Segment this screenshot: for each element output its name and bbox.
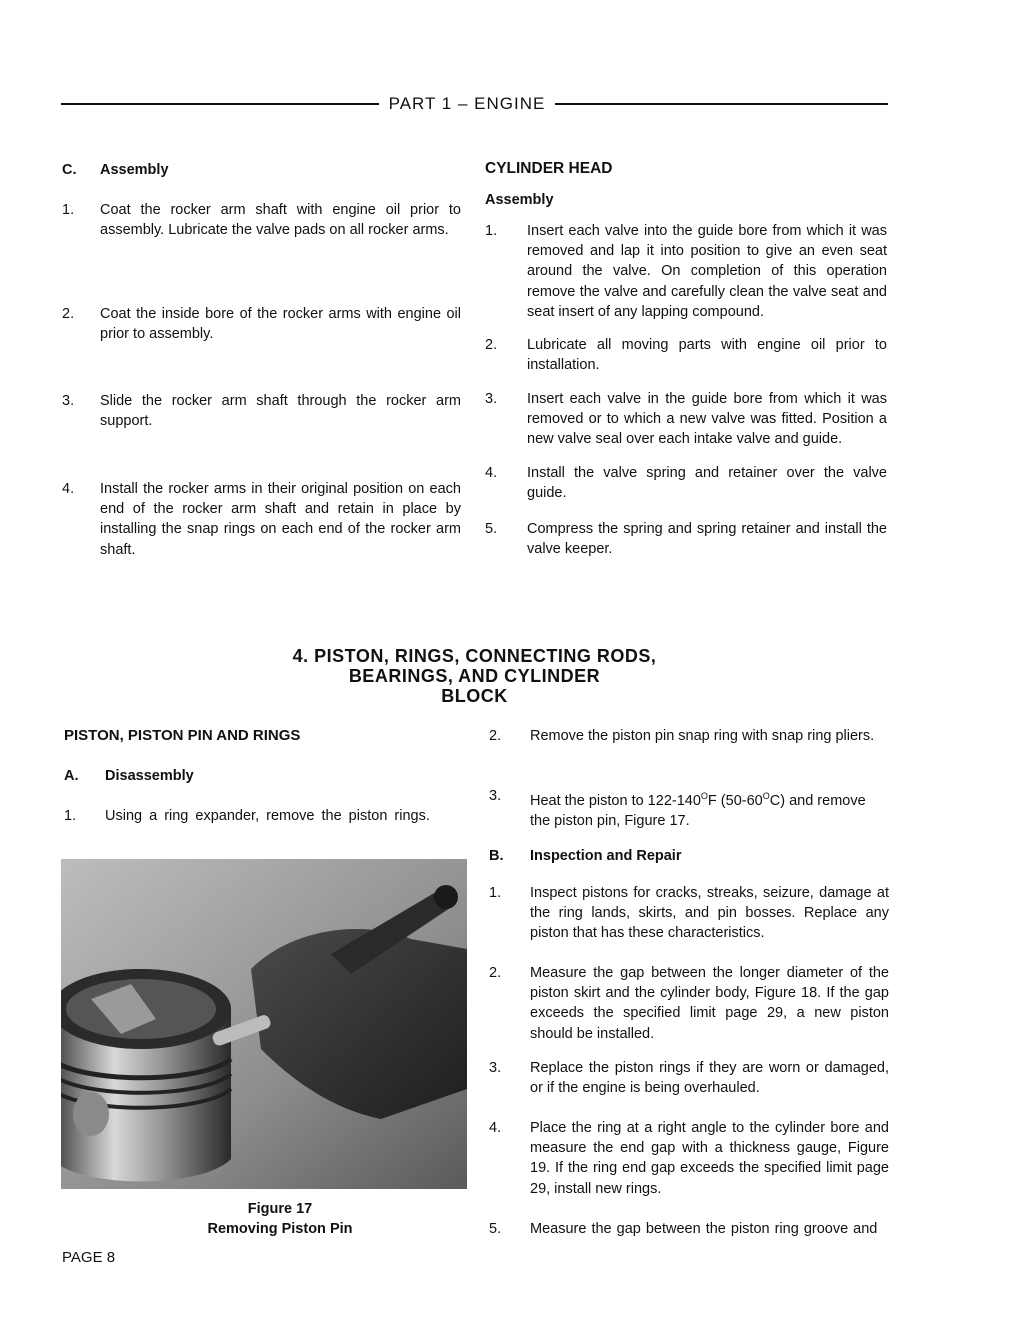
- list-item-text: Coat the rocker arm shaft with engine oil prior to assembly. Lubricate the valve pads on all rocker arms.: [100, 202, 461, 239]
- list-item-text: Compress the spring and spring retainer and install the valve keeper.: [527, 521, 887, 558]
- list-item-text: Measure the gap between the longer diameter of the piston skirt and the cylinder body, Figure 18. If the gap exceeds the specified limit page 29, a new piston should be installed.: [530, 965, 889, 1042]
- list-item-text: Place the ring at a right angle to the cylinder bore and measure the end gap with a thickness gauge, Figure 19. If the ring end gap exceeds the specified limit page 29, install new rings.: [530, 1120, 889, 1197]
- heat-text-part: C) and remove the piston pin, Figure 17.: [530, 792, 866, 830]
- list-item-number: 5.: [489, 1221, 502, 1237]
- list-item-number: 3.: [62, 393, 75, 409]
- heat-text-part: Heat the piston to 122-140: [530, 792, 701, 809]
- figure-label: Figure 17: [247, 1201, 313, 1217]
- list-item-number: 2.: [485, 337, 498, 353]
- page-header-title: PART 1 – ENGINE: [388, 94, 546, 113]
- heat-text-part: F (50-60: [707, 792, 763, 809]
- list-item-text: Measure the gap between the piston ring groove and: [530, 1221, 878, 1237]
- figure-17-photo: [61, 859, 467, 1189]
- list-item-number: 4.: [485, 465, 498, 481]
- degree-superscript: O: [700, 791, 708, 801]
- list-item-text: Inspect pistons for cracks, streaks, seizure, damage at the ring lands, skirts, and pin bosses. Replace any piston that has these characteristics.: [530, 885, 889, 942]
- disassembly-subheading: Disassembly: [105, 768, 194, 784]
- list-item-text: Insert each valve into the guide bore from which it was removed and lap it into position to give an even seat around the valve. On completion of this operation remove the valve and carefully clean the valve seat and seat insert of any lapping compound.: [527, 223, 887, 320]
- list-item-text: Using a ring expander, remove the piston rings.: [105, 808, 430, 824]
- degree-superscript: O: [762, 791, 770, 801]
- section-title-line: BLOCK: [441, 686, 508, 706]
- list-item-number: 2.: [489, 965, 502, 981]
- assembly-heading-left: Assembly: [100, 162, 169, 178]
- section-letter-a: A.: [64, 768, 79, 784]
- list-item-number: 3.: [489, 1060, 502, 1076]
- header-rule-right: [555, 103, 888, 105]
- section-title: [262, 646, 687, 706]
- list-item-text: Install the rocker arms in their original position on each end of the rocker arm shaft and retain in place by installing the snap rings on each end of the rocker arm shaft.: [100, 481, 461, 558]
- list-item-number: 4.: [489, 1120, 502, 1136]
- assembly-subheading-right: Assembly: [485, 192, 554, 208]
- list-item-number: 2.: [62, 306, 75, 322]
- list-item-number: 1.: [485, 223, 498, 239]
- list-item-number: 3.: [489, 788, 502, 804]
- list-item-number: 1.: [489, 885, 502, 901]
- list-item-text: Lubricate all moving parts with engine oil prior to installation.: [527, 337, 887, 374]
- list-item-text: Coat the inside bore of the rocker arms with engine oil prior to assembly.: [100, 306, 461, 343]
- list-item-number: 3.: [485, 391, 498, 407]
- piston-photo-illustration: [61, 859, 467, 1189]
- list-item-number: 1.: [64, 808, 77, 824]
- section-letter-b: B.: [489, 848, 504, 864]
- list-item-text: Install the valve spring and retainer over the valve guide.: [527, 465, 887, 502]
- list-item-number: 1.: [62, 202, 75, 218]
- list-item-text: Insert each valve in the guide bore from which it was removed or to which a new valve was fitted. Position a new valve seal over each intake valve and guide.: [527, 391, 887, 448]
- list-item-text: Remove the piston pin snap ring with snap ring pliers.: [530, 728, 875, 744]
- cylinder-head-heading: CYLINDER HEAD: [485, 160, 613, 177]
- section-title-line: BEARINGS, AND CYLINDER: [348, 666, 601, 686]
- list-item-number: 4.: [62, 481, 75, 497]
- page-number: PAGE 8: [62, 1249, 116, 1266]
- section-letter-c: C.: [62, 162, 77, 178]
- inspection-subheading: Inspection and Repair: [530, 848, 682, 864]
- list-item-number: 5.: [485, 521, 498, 537]
- list-item-text: [530, 786, 889, 831]
- piston-heading: PISTON, PISTON PIN AND RINGS: [64, 727, 301, 744]
- list-item-number: 2.: [489, 728, 502, 744]
- section-title-line: 4. PISTON, RINGS, CONNECTING RODS,: [292, 646, 657, 666]
- figure-title: Removing Piston Pin: [207, 1221, 353, 1237]
- list-item-text: Replace the piston rings if they are worn or damaged, or if the engine is being overhauled.: [530, 1060, 889, 1097]
- list-item-text: Slide the rocker arm shaft through the rocker arm support.: [100, 393, 461, 430]
- figure-caption: [190, 1199, 370, 1239]
- header-rule-left: [61, 103, 379, 105]
